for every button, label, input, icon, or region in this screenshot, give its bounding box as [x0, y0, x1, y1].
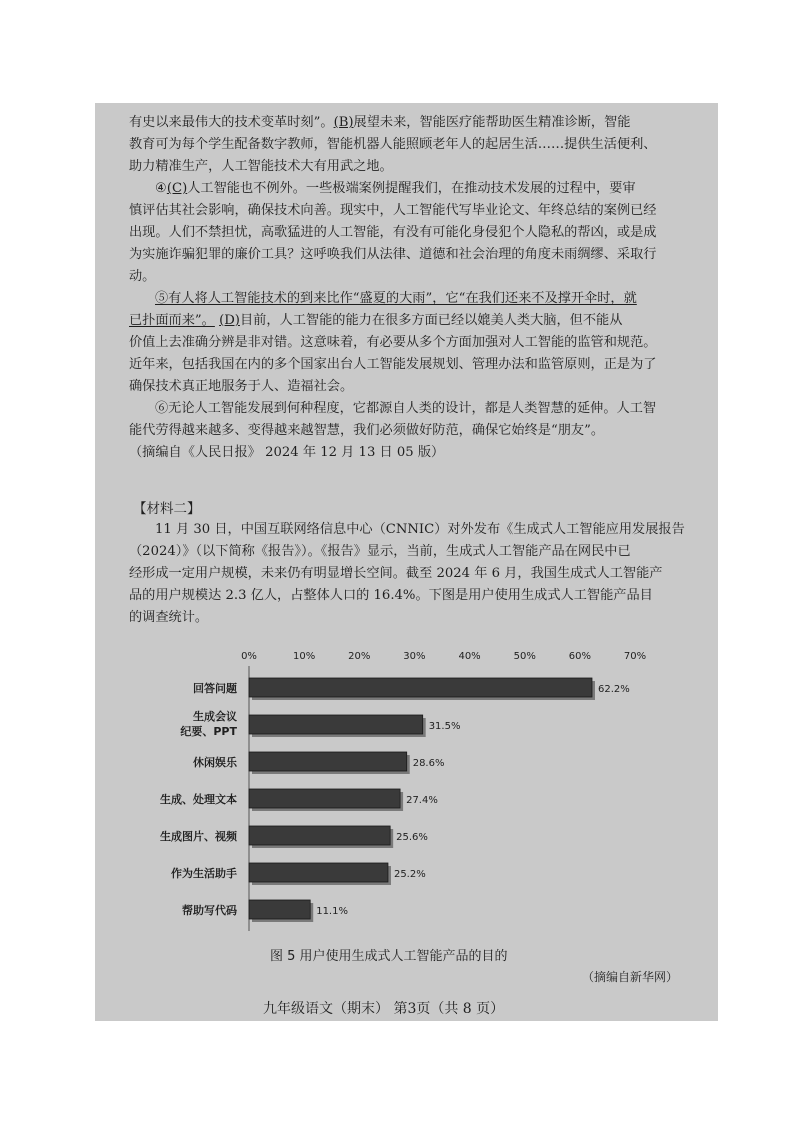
bar: [249, 826, 390, 845]
category-label: 作为生活助手: [171, 867, 237, 880]
text-line: [129, 379, 353, 395]
text-run: ④: [155, 181, 167, 196]
category-label: 回答问题: [193, 682, 237, 695]
text-line: [129, 247, 657, 263]
category-label: 生成图片、视频: [160, 830, 237, 843]
text-line: [129, 357, 657, 373]
text-run: 已扑面而来”。: [129, 313, 215, 328]
text-line: [129, 335, 657, 351]
material-two-heading: 【材料二】: [133, 501, 201, 517]
text-line: [129, 445, 444, 461]
text-line: [129, 137, 657, 153]
data-label: 62.2%: [597, 684, 630, 695]
text-line: [129, 203, 657, 219]
bar: [249, 678, 592, 697]
text-run: 教育可为每个学生配备数字教师，智能机器人能照顾老年人的起居生活……提供生活便利、: [129, 137, 657, 152]
x-tick-label: 40%: [458, 651, 481, 662]
text-run: 近年来，包括我国在内的多个国家出台人工智能发展规划、管理办法和监管原则，正是为了: [129, 357, 657, 372]
text-line: [129, 544, 631, 560]
x-tick-label: 0%: [241, 651, 257, 662]
text-run: 有史以来最伟大的技术变革时刻”。: [129, 115, 334, 130]
text-run: 的调查统计。: [129, 610, 209, 625]
text-line: [155, 291, 637, 307]
text-line: [129, 115, 630, 131]
text-run: 动。: [129, 269, 156, 284]
bar: [249, 789, 400, 808]
x-tick-label: 50%: [513, 651, 536, 662]
x-tick-label: 10%: [293, 651, 316, 662]
text-run: 展望未来，智能医疗能帮助医生精准诊断，智能: [353, 115, 631, 130]
data-label: 11.1%: [316, 906, 348, 917]
text-run: 目前，人工智能的能力在很多方面已经以媲美人类大脑，但不能从: [239, 313, 623, 328]
purpose-bar-chart: [150, 648, 670, 938]
category-label: 纪要、PPT: [180, 725, 237, 738]
data-label: 27.4%: [406, 795, 438, 806]
text-run: 确保技术真正地服务于人、造福社会。: [129, 379, 354, 394]
text-run: 出现。人们不禁担忧，高歌猛进的人工智能，有没有可能化身侵犯个人隐私的帮凶，或是成: [129, 225, 657, 240]
text-line: [129, 610, 208, 626]
text-line: [129, 423, 604, 439]
text-line: [129, 313, 622, 329]
text-run: ⑤有人将人工智能技术的到来比作“盛夏的大雨”，它“在我们还来不及撑开伞时，就: [155, 291, 637, 306]
text-line: [155, 181, 636, 197]
chart-caption: 图 5 用户使用生成式人工智能产品的目的: [270, 949, 508, 964]
x-tick-label: 30%: [403, 651, 426, 662]
bar: [249, 863, 388, 882]
text-line: [129, 225, 657, 241]
text-run: ⑥无论人工智能发展到何种程度，它都源自人类的设计，都是人类智慧的延伸。人工智: [155, 401, 657, 416]
text-run: 人工智能也不例外。一些极端案例提醒我们，在推动技术发展的过程中，要审: [187, 181, 636, 196]
text-run: 经形成一定用户规模，未来仍有明显增长空间。截至 2024 年 6 月，我国生成式人工智能产: [129, 566, 663, 581]
text-run: （摘编自《人民日报》 2024 年 12 月 13 日 05 版）: [129, 445, 445, 460]
data-label: 25.2%: [393, 869, 426, 880]
blank-marker: (B): [333, 115, 354, 130]
text-line: [129, 269, 155, 285]
text-run: 为实施诈骗犯罪的廉价工具？这呼唤我们从法律、道德和社会治理的角度未雨绸缪、采取行: [129, 247, 657, 262]
category-label: 休闲娱乐: [193, 756, 237, 769]
data-label: 31.5%: [428, 721, 461, 732]
text-run: 助力精准生产，人工智能技术大有用武之地。: [129, 159, 393, 174]
text-run: （2024）》（以下简称《报告》）。《报告》显示，当前，生成式人工智能产品在网民中已: [129, 544, 631, 559]
text-line: [155, 401, 656, 417]
category-label: 生成会议: [193, 710, 237, 723]
text-line: [129, 588, 653, 604]
category-label: 生成、处理文本: [160, 793, 237, 806]
text-line: [129, 566, 662, 582]
blank-marker: (D): [219, 313, 240, 328]
blank-marker: (C): [166, 181, 188, 196]
data-label: 25.6%: [396, 832, 428, 843]
text-run: 慎评估其社会影响，确保技术向善。现实中，人工智能代写毕业论文、年终总结的案例已经: [129, 203, 657, 218]
chart-source: （摘编自新华网）: [582, 970, 679, 984]
page-footer: 九年级语文（期末） 第3页（共 8 页）: [263, 1001, 505, 1017]
category-label: 帮助写代码: [182, 904, 237, 917]
text-run: 11 月 30 日，中国互联网络信息中心（CNNIC）对外发布《生成式人工智能应用发展报告: [155, 522, 685, 537]
text-line: [155, 522, 685, 538]
text-run: 能代劳得越来越多、变得越来越智慧，我们必须做好防范，确保它始终是“朋友”。: [129, 423, 605, 438]
text-line: [129, 159, 393, 175]
bar: [249, 752, 407, 771]
bar: [249, 715, 423, 734]
x-tick-label: 20%: [348, 651, 371, 662]
bar: [249, 900, 310, 919]
text-run: 品的用户规模达 2.3 亿人，占整体人口的 16.4%。下图是用户使用生成式人工智能产品目: [129, 588, 653, 603]
x-tick-label: 60%: [568, 651, 591, 662]
x-tick-label: 70%: [623, 651, 647, 662]
data-label: 28.6%: [412, 758, 445, 769]
text-run: 价值上去准确分辨是非对错。这意味着，有必要从多个方面加强对人工智能的监管和规范。: [129, 335, 657, 350]
